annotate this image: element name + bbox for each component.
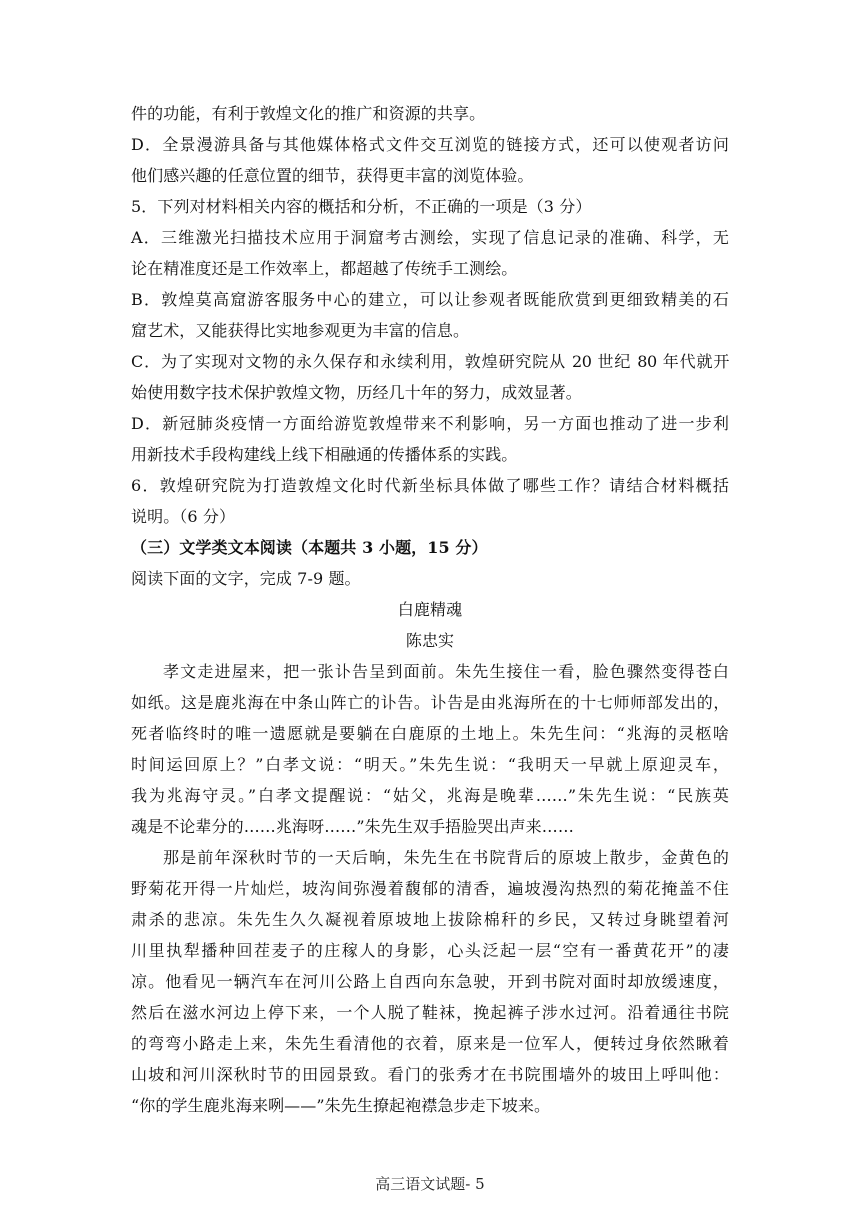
option-b-line-2: 窟艺术，又能获得比实地参观更为丰富的信息。 <box>131 321 470 340</box>
paragraph-2-line-1: 那是前年深秋时节的一天后晌，朱先生在书院背后的原坡上散步，金黄色的 <box>163 848 729 867</box>
paragraph-1-line-6: 魂是不论辈分的……兆海呀……”朱先生双手捂脸哭出声来…… <box>131 817 574 836</box>
paragraph-2-line-8: 山坡和河川深秋时节的田园景致。看门的张秀才在书院围墙外的坡田上呼叫他： <box>131 1065 729 1084</box>
question-5: 5．下列对材料相关内容的概括和分析，不正确的一项是（3 分） <box>131 197 592 216</box>
paragraph-2-line-6: 然后在滋水河边上停下来，一个人脱了鞋袜，挽起裤子涉水过河。沿着通往书院 <box>131 1003 729 1022</box>
paragraph-2-line-4: 川里执犁播种回茬麦子的庄稼人的身影，心头泛起一层“空有一番黄花开”的凄 <box>131 941 729 960</box>
article-title: 白鹿精魂 <box>397 600 463 619</box>
paragraph-2-line-7: 的弯弯小路走上来，朱先生看清他的衣着，原来是一位军人，便转过身依然瞅着 <box>131 1034 729 1053</box>
paragraph-1-line-2: 如纸。这是鹿兆海在中条山阵亡的讣告。讣告是由兆海所在的十七师师部发出的， <box>131 693 729 712</box>
paragraph-2-line-5: 凉。他看见一辆汽车在河川公路上自西向东急驶，开到书院对面时却放缓速度， <box>131 972 729 991</box>
paragraph-1-line-1: 孝文走进屋来，把一张讣告呈到面前。朱先生接住一看，脸色骤然变得苍白 <box>163 662 729 681</box>
option-d-line-2: 他们感兴趣的任意位置的细节，获得更丰富的浏览体验。 <box>131 166 534 185</box>
section-heading: （三）文学类文本阅读（本题共 3 小题，15 分） <box>131 538 488 557</box>
paragraph-1-line-5: 我为兆海守灵。”白孝文提醒说：“姑父，兆海是晚辈……”朱先生说：“民族英 <box>131 786 729 805</box>
option-d2-line-1: D．新冠肺炎疫情一方面给游览敦煌带来不利影响，另一方面也推动了进一步利 <box>131 414 729 433</box>
paragraph-2-line-3: 肃杀的悲凉。朱先生久久凝视着原坡地上拔除棉秆的乡民，又转过身眺望着河 <box>131 910 729 929</box>
paragraph-1-line-4: 时间运回原上？”白孝文说：“明天。”朱先生说：“我明天一早就上原迎灵车， <box>131 755 729 774</box>
page-body <box>131 98 729 1121</box>
article-author: 陈忠实 <box>405 631 455 650</box>
option-c-line-2: 始使用数字技术保护敦煌文物，历经几十年的努力，成效显著。 <box>131 383 582 402</box>
paragraph-1-line-3: 死者临终时的唯一遗愿就是要躺在白鹿原的土地上。朱先生问：“兆海的灵柩啥 <box>131 724 729 743</box>
text-line: 件的功能，有利于敦煌文化的推广和资源的共享。 <box>131 104 486 123</box>
reading-instruction: 阅读下面的文字，完成 7-9 题。 <box>131 569 361 588</box>
option-d2-line-2: 用新技术手段构建线上线下相融通的传播体系的实践。 <box>131 445 518 464</box>
option-d-line-1: D．全景漫游具备与其他媒体格式文件交互浏览的链接方式，还可以使观者访问 <box>131 135 729 154</box>
option-c-line-1: C．为了实现对文物的永久保存和永续利用，敦煌研究院从 20 世纪 80 年代就开 <box>131 352 729 371</box>
question-6-line-2: 说明。（6 分） <box>131 507 236 526</box>
paragraph-2-line-2: 野菊花开得一片灿烂，坡沟间弥漫着馥郁的清香，遍坡漫沟热烈的菊花掩盖不住 <box>131 879 729 898</box>
option-a-line-2: 论在精准度还是工作效率上，都超越了传统手工测绘。 <box>131 259 518 278</box>
page-footer: 高三语文试题- 5 <box>375 1175 485 1193</box>
question-6-line-1: 6．敦煌研究院为打造敦煌文化时代新坐标具体做了哪些工作？请结合材料概括 <box>131 476 729 495</box>
option-b-line-1: B．敦煌莫高窟游客服务中心的建立，可以让参观者既能欣赏到更细致精美的石 <box>131 290 729 309</box>
paragraph-2-line-9: “你的学生鹿兆海来咧——”朱先生撩起袍襟急步走下坡来。 <box>131 1096 551 1115</box>
option-a-line-1: A．三维激光扫描技术应用于洞窟考古测绘，实现了信息记录的准确、科学，无 <box>131 228 729 247</box>
